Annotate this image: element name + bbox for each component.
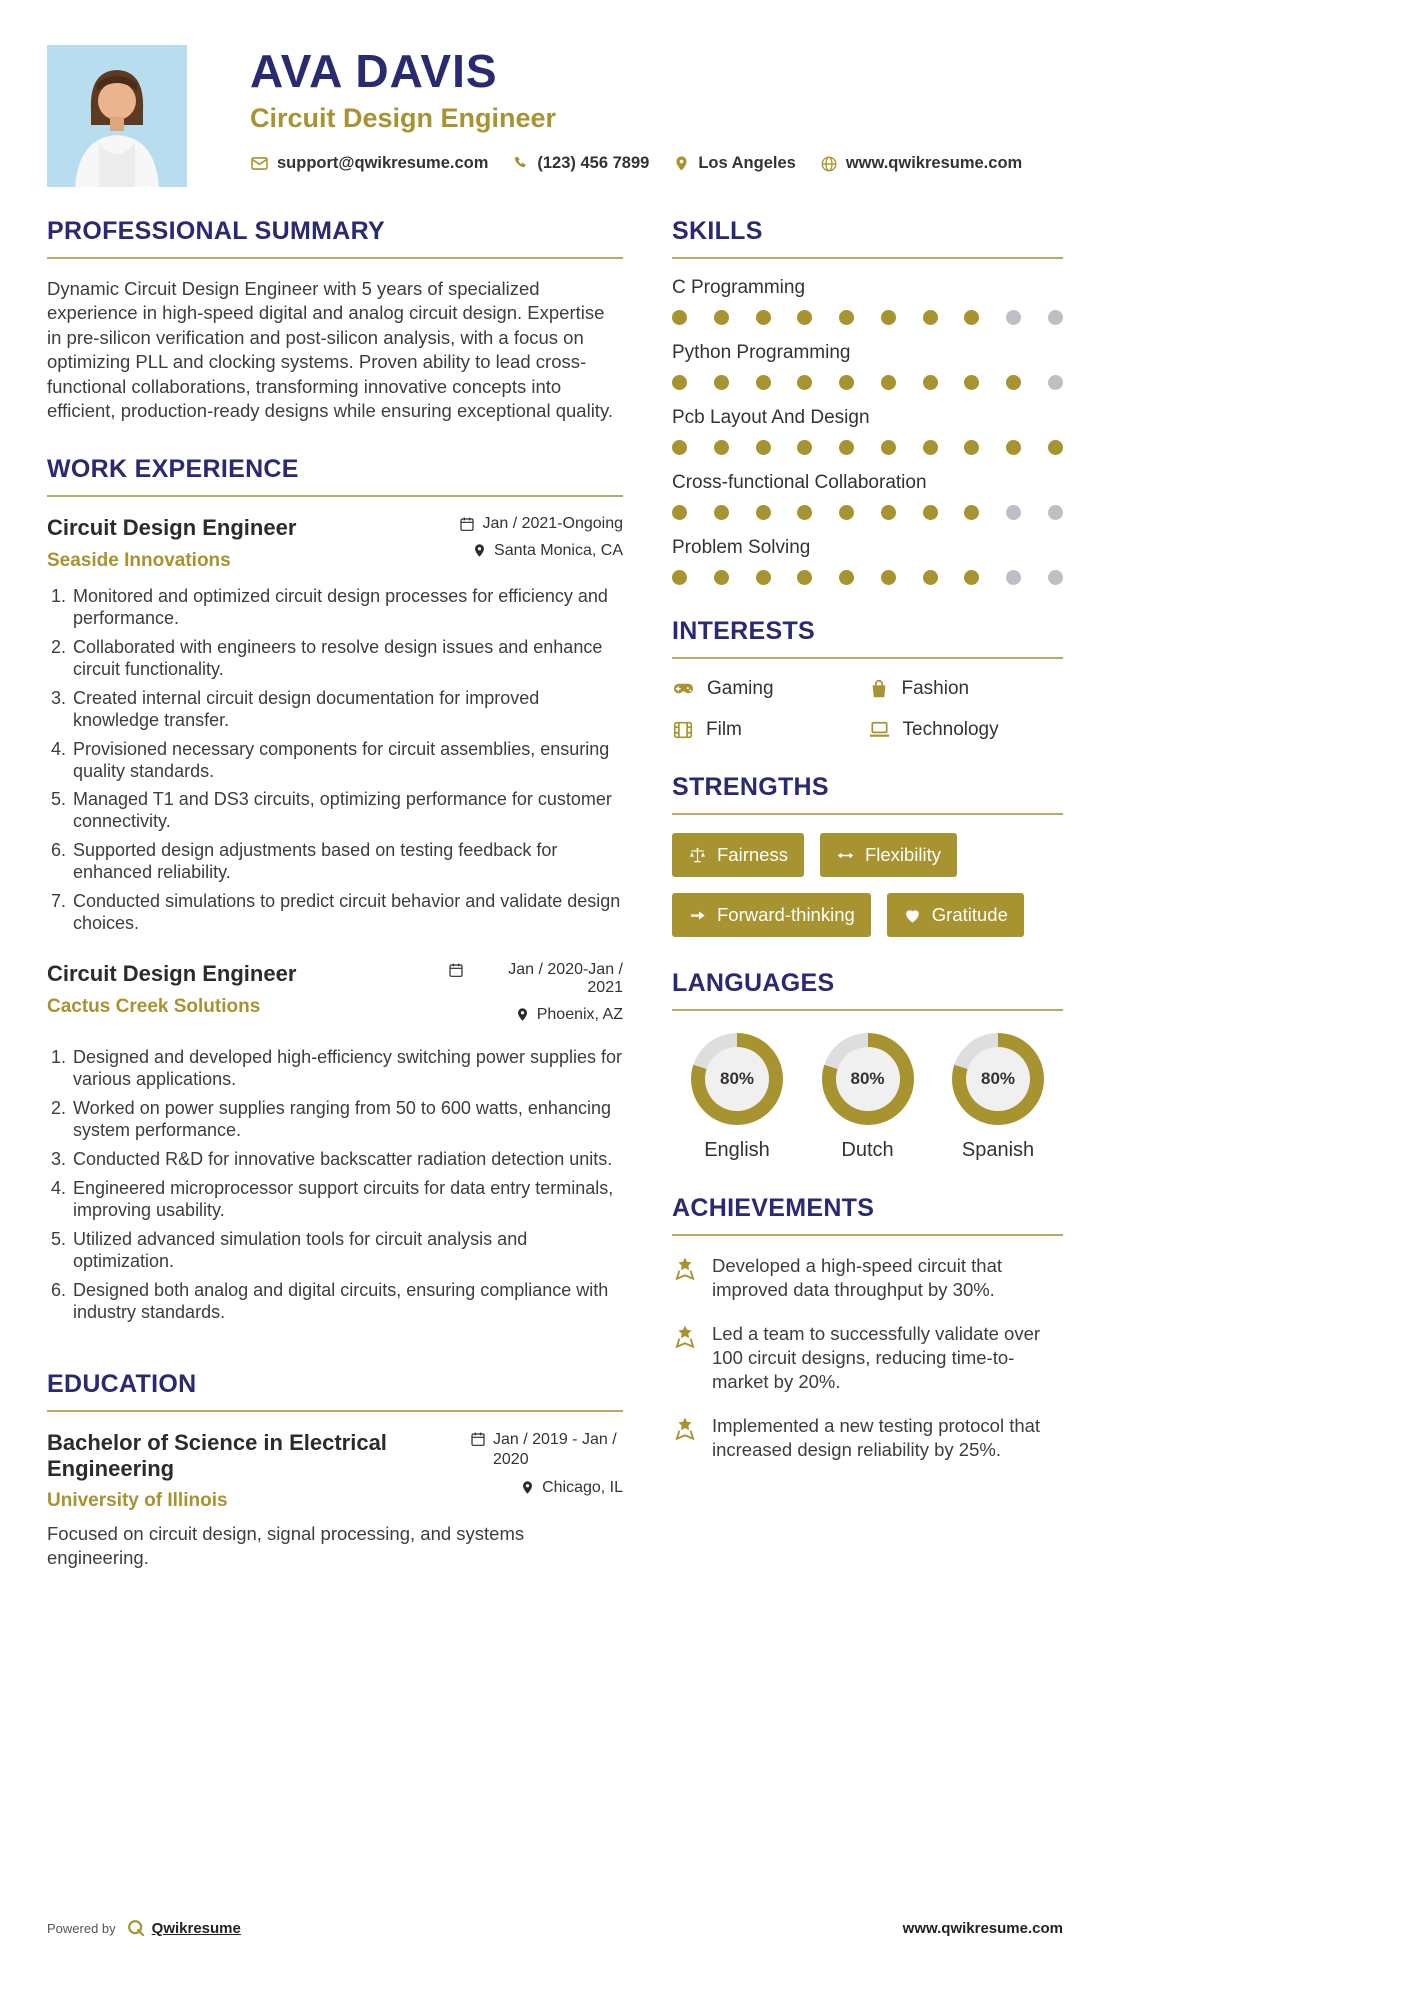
job-bullet: 7. Conducted simulations to predict circuit behavior and validate design choices. [71, 891, 623, 935]
education-location-text: Chicago, IL [542, 1478, 623, 1496]
phone-icon [512, 155, 529, 172]
interest-item [868, 718, 1064, 741]
qwikresume-logo-link[interactable] [126, 1918, 241, 1938]
strength-label: Flexibility [864, 844, 942, 865]
job-dates-text: Jan / 2020-Jan / 2021 [508, 961, 623, 997]
skill-name: Python Programming [672, 342, 851, 363]
skill-dot-empty [1048, 310, 1063, 325]
interest-label: Gaming [707, 677, 774, 699]
section-divider [47, 1410, 623, 1412]
skill-dot-empty [1048, 505, 1063, 520]
experience-heading: WORK EXPERIENCE [47, 455, 299, 484]
skill-dot-filled [797, 310, 812, 325]
contact-phone[interactable] [512, 154, 649, 173]
skill-dot-filled [672, 310, 687, 325]
strength-badge [887, 893, 1024, 937]
strength-label: Forward-thinking [717, 904, 855, 925]
job-dates [448, 961, 623, 997]
languages-heading: LANGUAGES [672, 969, 835, 997]
contact-website[interactable] [820, 154, 1022, 173]
job-company: Cactus Creek Solutions [47, 995, 261, 1017]
achievement-item [672, 1414, 1063, 1462]
achievement-text: Developed a high-speed circuit that improved data throughput by 30%. [712, 1255, 1003, 1301]
qwikresume-logo-icon [126, 1918, 146, 1938]
education-location [470, 1479, 623, 1497]
skill-dot-filled [839, 440, 854, 455]
strength-label: Fairness [717, 844, 788, 865]
header [47, 0, 1063, 187]
powered-by-label: Powered by [47, 1920, 116, 1936]
skill-dot-filled [923, 310, 938, 325]
job-entry [47, 515, 623, 935]
section-professional-summary [47, 217, 623, 423]
skill-name: Problem Solving [672, 537, 811, 558]
medal-star-icon [672, 1256, 698, 1302]
skill-dot-filled [964, 505, 979, 520]
skill-item [672, 277, 1063, 325]
candidate-name: AVA DAVIS [250, 45, 498, 97]
envelope-icon [250, 154, 269, 173]
interest-item [672, 718, 868, 741]
skill-name: Pcb Layout And Design [672, 407, 870, 428]
section-languages [672, 969, 1063, 1162]
language-item [678, 1033, 796, 1162]
skill-name: C Programming [672, 277, 806, 298]
heart-icon [903, 906, 922, 925]
contact-website-text: www.qwikresume.com [845, 154, 1023, 173]
location-pin-icon [472, 543, 487, 558]
skill-dot-filled [1048, 440, 1063, 455]
job-location [459, 542, 623, 560]
skill-dot-filled [881, 505, 896, 520]
language-percent: 80% [980, 1069, 1016, 1088]
summary-heading: PROFESSIONAL SUMMARY [47, 217, 385, 245]
skill-dot-filled [923, 375, 938, 390]
arrow-right-icon [688, 906, 707, 925]
skill-dot-filled [714, 375, 729, 390]
skill-dot-filled [1006, 440, 1021, 455]
skill-dot-filled [839, 505, 854, 520]
location-pin-icon [520, 1480, 535, 1495]
language-progress-ring [691, 1033, 783, 1125]
skill-dot-filled [756, 310, 771, 325]
language-progress-ring [822, 1033, 914, 1125]
skill-dot-filled [797, 505, 812, 520]
arrows-leftright-icon [836, 846, 855, 865]
job-bullet: 2. Collaborated with engineers to resolve design issues and enhance circuit functionality. [71, 637, 623, 681]
skill-dot-filled [797, 375, 812, 390]
calendar-icon [459, 516, 475, 532]
job-bullet: 3. Created internal circuit design documentation for improved knowledge transfer. [71, 688, 623, 732]
skill-dot-filled [714, 570, 729, 585]
location-pin-icon [673, 155, 690, 172]
skill-dot-filled [672, 505, 687, 520]
laptop-icon [868, 718, 891, 741]
achievement-text: Implemented a new testing protocol that increased design reliability by 25%. [712, 1415, 1041, 1461]
language-percent: 80% [850, 1069, 885, 1088]
section-divider [47, 495, 623, 497]
interest-label: Fashion [901, 677, 970, 699]
skill-dot-filled [923, 440, 938, 455]
language-item [939, 1033, 1057, 1162]
contact-location [673, 154, 796, 173]
job-entry [47, 961, 623, 1323]
job-bullet-list [47, 586, 623, 935]
job-bullet: 4. Engineered microprocessor support circuits for data entry terminals, improving usability. [71, 1178, 623, 1222]
skill-dot-empty [1048, 375, 1063, 390]
footer [47, 1918, 1063, 1938]
skill-dot-filled [881, 375, 896, 390]
job-title: Circuit Design Engineer [47, 961, 297, 987]
strength-badge [820, 833, 957, 877]
skill-dot-filled [964, 375, 979, 390]
scales-icon [688, 846, 707, 865]
section-achievements [672, 1194, 1063, 1462]
section-education [47, 1370, 623, 1571]
skill-name: Cross-functional Collaboration [672, 472, 927, 493]
strength-badge [672, 893, 871, 937]
skill-dot-filled [797, 570, 812, 585]
skill-dot-filled [839, 375, 854, 390]
education-dates-text: Jan / 2019 - Jan / 2020 [493, 1430, 617, 1468]
section-strengths [672, 773, 1063, 937]
skill-rating-dots [672, 310, 1063, 325]
achievement-item [672, 1322, 1063, 1394]
skill-item [672, 537, 1063, 585]
medal-star-icon [672, 1416, 698, 1462]
education-heading: EDUCATION [47, 1369, 197, 1398]
medal-star-icon [672, 1324, 698, 1394]
job-bullet: 4. Provisioned necessary components for circuit assemblies, ensuring quality standards. [71, 739, 623, 783]
language-percent: 80% [719, 1069, 755, 1088]
interest-label: Technology [902, 718, 999, 740]
skill-dot-filled [964, 570, 979, 585]
skill-dot-filled [672, 440, 687, 455]
job-dates-text: Jan / 2021-Ongoing [482, 515, 623, 533]
job-bullet: 6. Designed both analog and digital circuits, ensuring compliance with industry standards. [71, 1280, 623, 1324]
interest-item [672, 677, 868, 700]
contact-phone-text: (123) 456 7899 [537, 154, 650, 173]
contact-email-text: support@qwikresume.com [277, 154, 489, 173]
skill-dot-empty [1006, 505, 1021, 520]
skill-dot-filled [672, 375, 687, 390]
skill-dot-filled [756, 375, 771, 390]
gamepad-icon [672, 677, 695, 700]
skill-dot-filled [839, 570, 854, 585]
skill-dot-filled [923, 505, 938, 520]
language-progress-ring [952, 1033, 1044, 1125]
skill-dot-filled [672, 570, 687, 585]
summary-text: Dynamic Circuit Design Engineer with 5 years of specialized experience in high-speed digital and analog circuit design. Expertise in pre-silicon verification and post-silicon analysis, with a focus on optimizing PLL and clocking systems. Proven ability to lead cross-functional collaborations, transforming innovative concepts into efficient, production-ready designs while ensuring exceptional quality. [47, 278, 613, 422]
job-location [448, 1006, 623, 1024]
degree-title: Bachelor of Science in Electrical Engineering [47, 1429, 387, 1482]
job-bullet: 1. Monitored and optimized circuit design processes for efficiency and performance. [71, 586, 623, 630]
skill-rating-dots [672, 440, 1063, 455]
section-divider [672, 813, 1063, 815]
candidate-title: Circuit Design Engineer [250, 103, 557, 134]
skill-dot-filled [714, 440, 729, 455]
skills-heading: SKILLS [672, 217, 763, 245]
skill-item [672, 342, 1063, 390]
skill-rating-dots [672, 505, 1063, 520]
location-pin-icon [515, 1007, 530, 1022]
job-title: Circuit Design Engineer [47, 515, 297, 541]
skill-rating-dots [672, 375, 1063, 390]
skill-dot-filled [1006, 375, 1021, 390]
achievements-heading: ACHIEVEMENTS [672, 1194, 875, 1222]
job-bullet: 6. Supported design adjustments based on testing feedback for enhanced reliability. [71, 840, 623, 884]
skill-rating-dots [672, 570, 1063, 585]
interests-heading: INTERESTS [672, 617, 815, 645]
language-name: English [704, 1139, 770, 1161]
skill-dot-filled [797, 440, 812, 455]
section-divider [672, 657, 1063, 659]
strengths-heading: STRENGTHS [672, 773, 829, 801]
job-bullet: 1. Designed and developed high-efficiency switching power supplies for various applications. [71, 1047, 623, 1091]
profile-photo [47, 45, 187, 187]
section-divider [47, 257, 623, 259]
skill-item [672, 472, 1063, 520]
education-dates [470, 1430, 623, 1470]
language-name: Dutch [841, 1139, 894, 1161]
education-entry [47, 1430, 623, 1571]
section-divider [672, 1234, 1063, 1236]
interest-item [868, 677, 1064, 700]
job-dates [459, 515, 623, 533]
shopping-bag-icon [868, 678, 890, 700]
skill-dot-empty [1048, 570, 1063, 585]
calendar-icon [448, 962, 464, 978]
skill-item [672, 407, 1063, 455]
language-item [809, 1033, 927, 1162]
strength-label: Gratitude [931, 904, 1008, 925]
job-bullet: 3. Conducted R&D for innovative backscatter radiation detection units. [71, 1149, 623, 1171]
achievement-item [672, 1254, 1063, 1302]
profile-photo-illustration [47, 45, 187, 187]
skill-dot-filled [756, 440, 771, 455]
skill-dot-filled [964, 440, 979, 455]
section-divider [672, 1009, 1063, 1011]
section-divider [672, 257, 1063, 259]
qwikresume-brand-text: Qwikresume [151, 1919, 241, 1937]
skill-dot-filled [756, 505, 771, 520]
section-work-experience [47, 455, 623, 1323]
skill-dot-empty [1006, 570, 1021, 585]
skill-dot-filled [714, 310, 729, 325]
job-company: Seaside Innovations [47, 549, 231, 571]
skill-dot-filled [714, 505, 729, 520]
skill-dot-filled [881, 310, 896, 325]
section-interests [672, 617, 1063, 741]
job-bullet: 5. Utilized advanced simulation tools for circuit analysis and optimization. [71, 1229, 623, 1273]
achievement-text: Led a team to successfully validate over 100 circuit designs, reducing time-to-market by 20%. [712, 1323, 1041, 1393]
film-icon [672, 719, 694, 741]
interest-label: Film [706, 718, 742, 740]
skill-dot-filled [881, 440, 896, 455]
skill-dot-empty [1006, 310, 1021, 325]
skill-dot-filled [964, 310, 979, 325]
contact-row [250, 154, 1022, 173]
skill-dot-filled [923, 570, 938, 585]
job-location-text: Santa Monica, CA [494, 542, 623, 560]
skill-dot-filled [756, 570, 771, 585]
job-location-text: Phoenix, AZ [536, 1006, 623, 1024]
contact-location-text: Los Angeles [698, 154, 796, 173]
job-bullet-list [47, 1047, 623, 1323]
language-name: Spanish [961, 1139, 1035, 1161]
job-bullet: 5. Managed T1 and DS3 circuits, optimizing performance for customer connectivity. [71, 789, 623, 833]
globe-icon [820, 155, 838, 173]
calendar-icon [470, 1431, 486, 1447]
footer-website-link[interactable]: www.qwikresume.com [902, 1919, 1063, 1937]
strength-badge [672, 833, 804, 877]
school-name: University of Illinois [47, 1490, 228, 1512]
section-skills [672, 217, 1063, 585]
skill-dot-filled [881, 570, 896, 585]
job-bullet: 2. Worked on power supplies ranging from 50 to 600 watts, enhancing system performance. [71, 1098, 623, 1142]
contact-email[interactable] [250, 154, 488, 173]
skill-dot-filled [839, 310, 854, 325]
education-description: Focused on circuit design, signal processing, and systems engineering. [47, 1523, 525, 1569]
